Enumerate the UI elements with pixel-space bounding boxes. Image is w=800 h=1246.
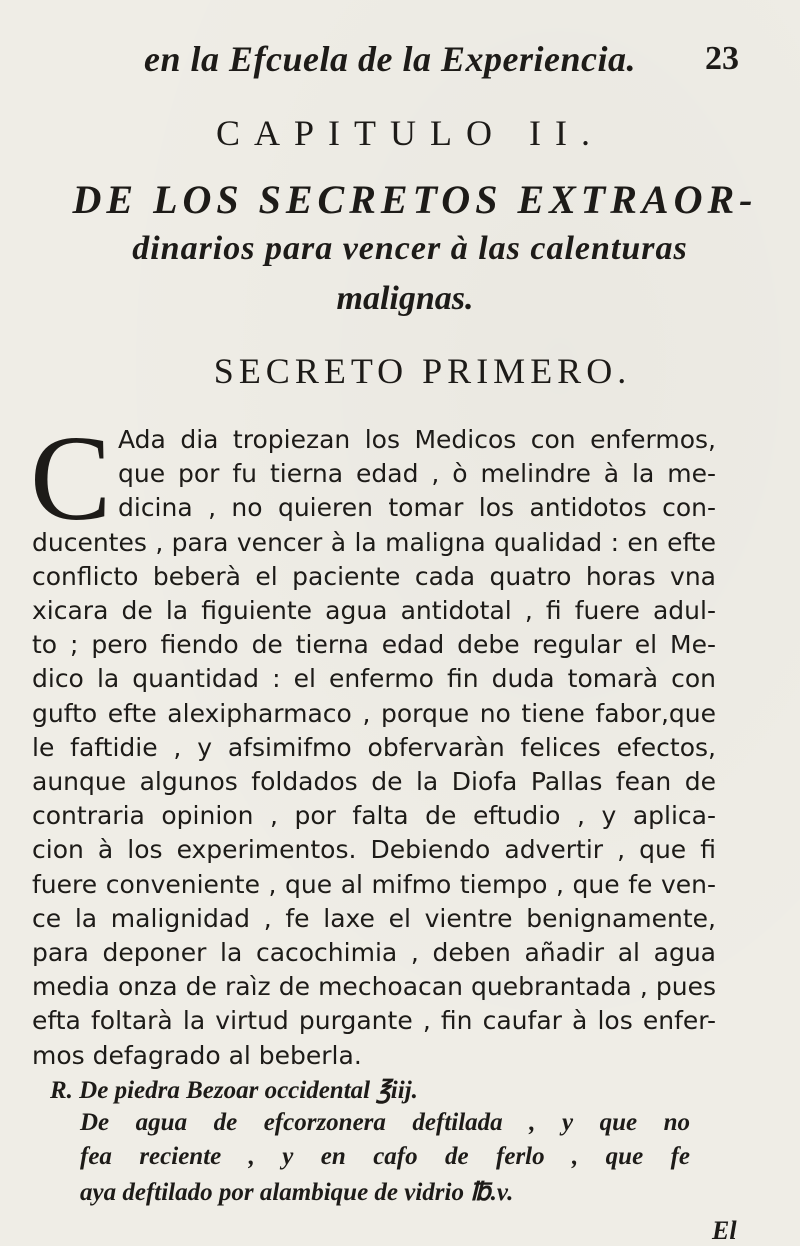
body-line: efta foltarà la virtud purgante , fin caufar à los enfer-	[32, 1006, 716, 1036]
body-line: ducentes , para vencer à la maligna qualidad : en efte	[32, 527, 716, 557]
body-line: contraria opinion , por falta de eftudio , y aplica-	[32, 801, 716, 831]
body-line: to ; pero fiendo de tierna edad debe regular el Me-	[32, 630, 716, 660]
chapter-heading: CAPITULO II.	[216, 113, 604, 153]
title-line-1: DE LOS SECRETOS EXTRAOR-	[72, 177, 758, 222]
recipe-line: De agua de efcorzonera deftilada , y que no	[80, 1109, 690, 1136]
catchword: El	[712, 1215, 737, 1245]
body-line: conflicto beberà el paciente cada quatro horas vna	[32, 561, 716, 591]
body-line: dico la quantidad : el enfermo fin duda tomarà con	[32, 664, 716, 694]
page-number: 23	[705, 40, 739, 77]
title-line-3: malignas.	[336, 280, 474, 317]
body-line: que por fu tierna edad , ò melindre à la me-	[118, 459, 716, 489]
body-line: media onza de raìz de mechoacan quebrantada , pues	[32, 972, 716, 1002]
section-heading: SECRETO PRIMERO.	[213, 351, 632, 391]
body-line: cion à los experimentos. Debiendo advertir , que fi	[32, 835, 716, 865]
body-line: aunque algunos foldados de la Diofa Pallas fean de	[32, 767, 716, 796]
running-head: en la Efcuela de la Experiencia.	[144, 39, 636, 79]
body-line: le faftidie , y afsimifmo obfervaràn felices efectos,	[32, 732, 716, 762]
body-line: dicina , no quieren tomar los antidotos con-	[118, 493, 716, 523]
body-line: ce la malignidad , fe laxe el vientre benignamente,	[32, 903, 716, 933]
recipe-line: aya deftilado por alambique de vidrio ℔.v.	[80, 1179, 514, 1207]
recipe-line: fea reciente , y en cafo de ferlo , que fe	[80, 1143, 690, 1171]
body-line: Ada dia tropiezan los Medicos con enfermos,	[118, 425, 716, 454]
drop-cap: C	[30, 411, 112, 546]
recipe-line: R. De piedra Bezoar occidental ℥iij.	[50, 1076, 418, 1104]
title-line-2: dinarios para vencer à las calenturas	[132, 230, 688, 267]
body-line: gufto efte alexipharmaco , porque no tiene fabor,que	[32, 698, 716, 728]
body-line: fuere conveniente , que al mifmo tiempo , que fe ven-	[32, 869, 716, 899]
body-line: xicara de la figuiente agua antidotal , fi fuere adul-	[32, 596, 716, 625]
body-line: mos defagrado al beberla.	[32, 1040, 362, 1070]
body-line: para deponer la cacochimia , deben añadir al agua	[32, 938, 716, 967]
